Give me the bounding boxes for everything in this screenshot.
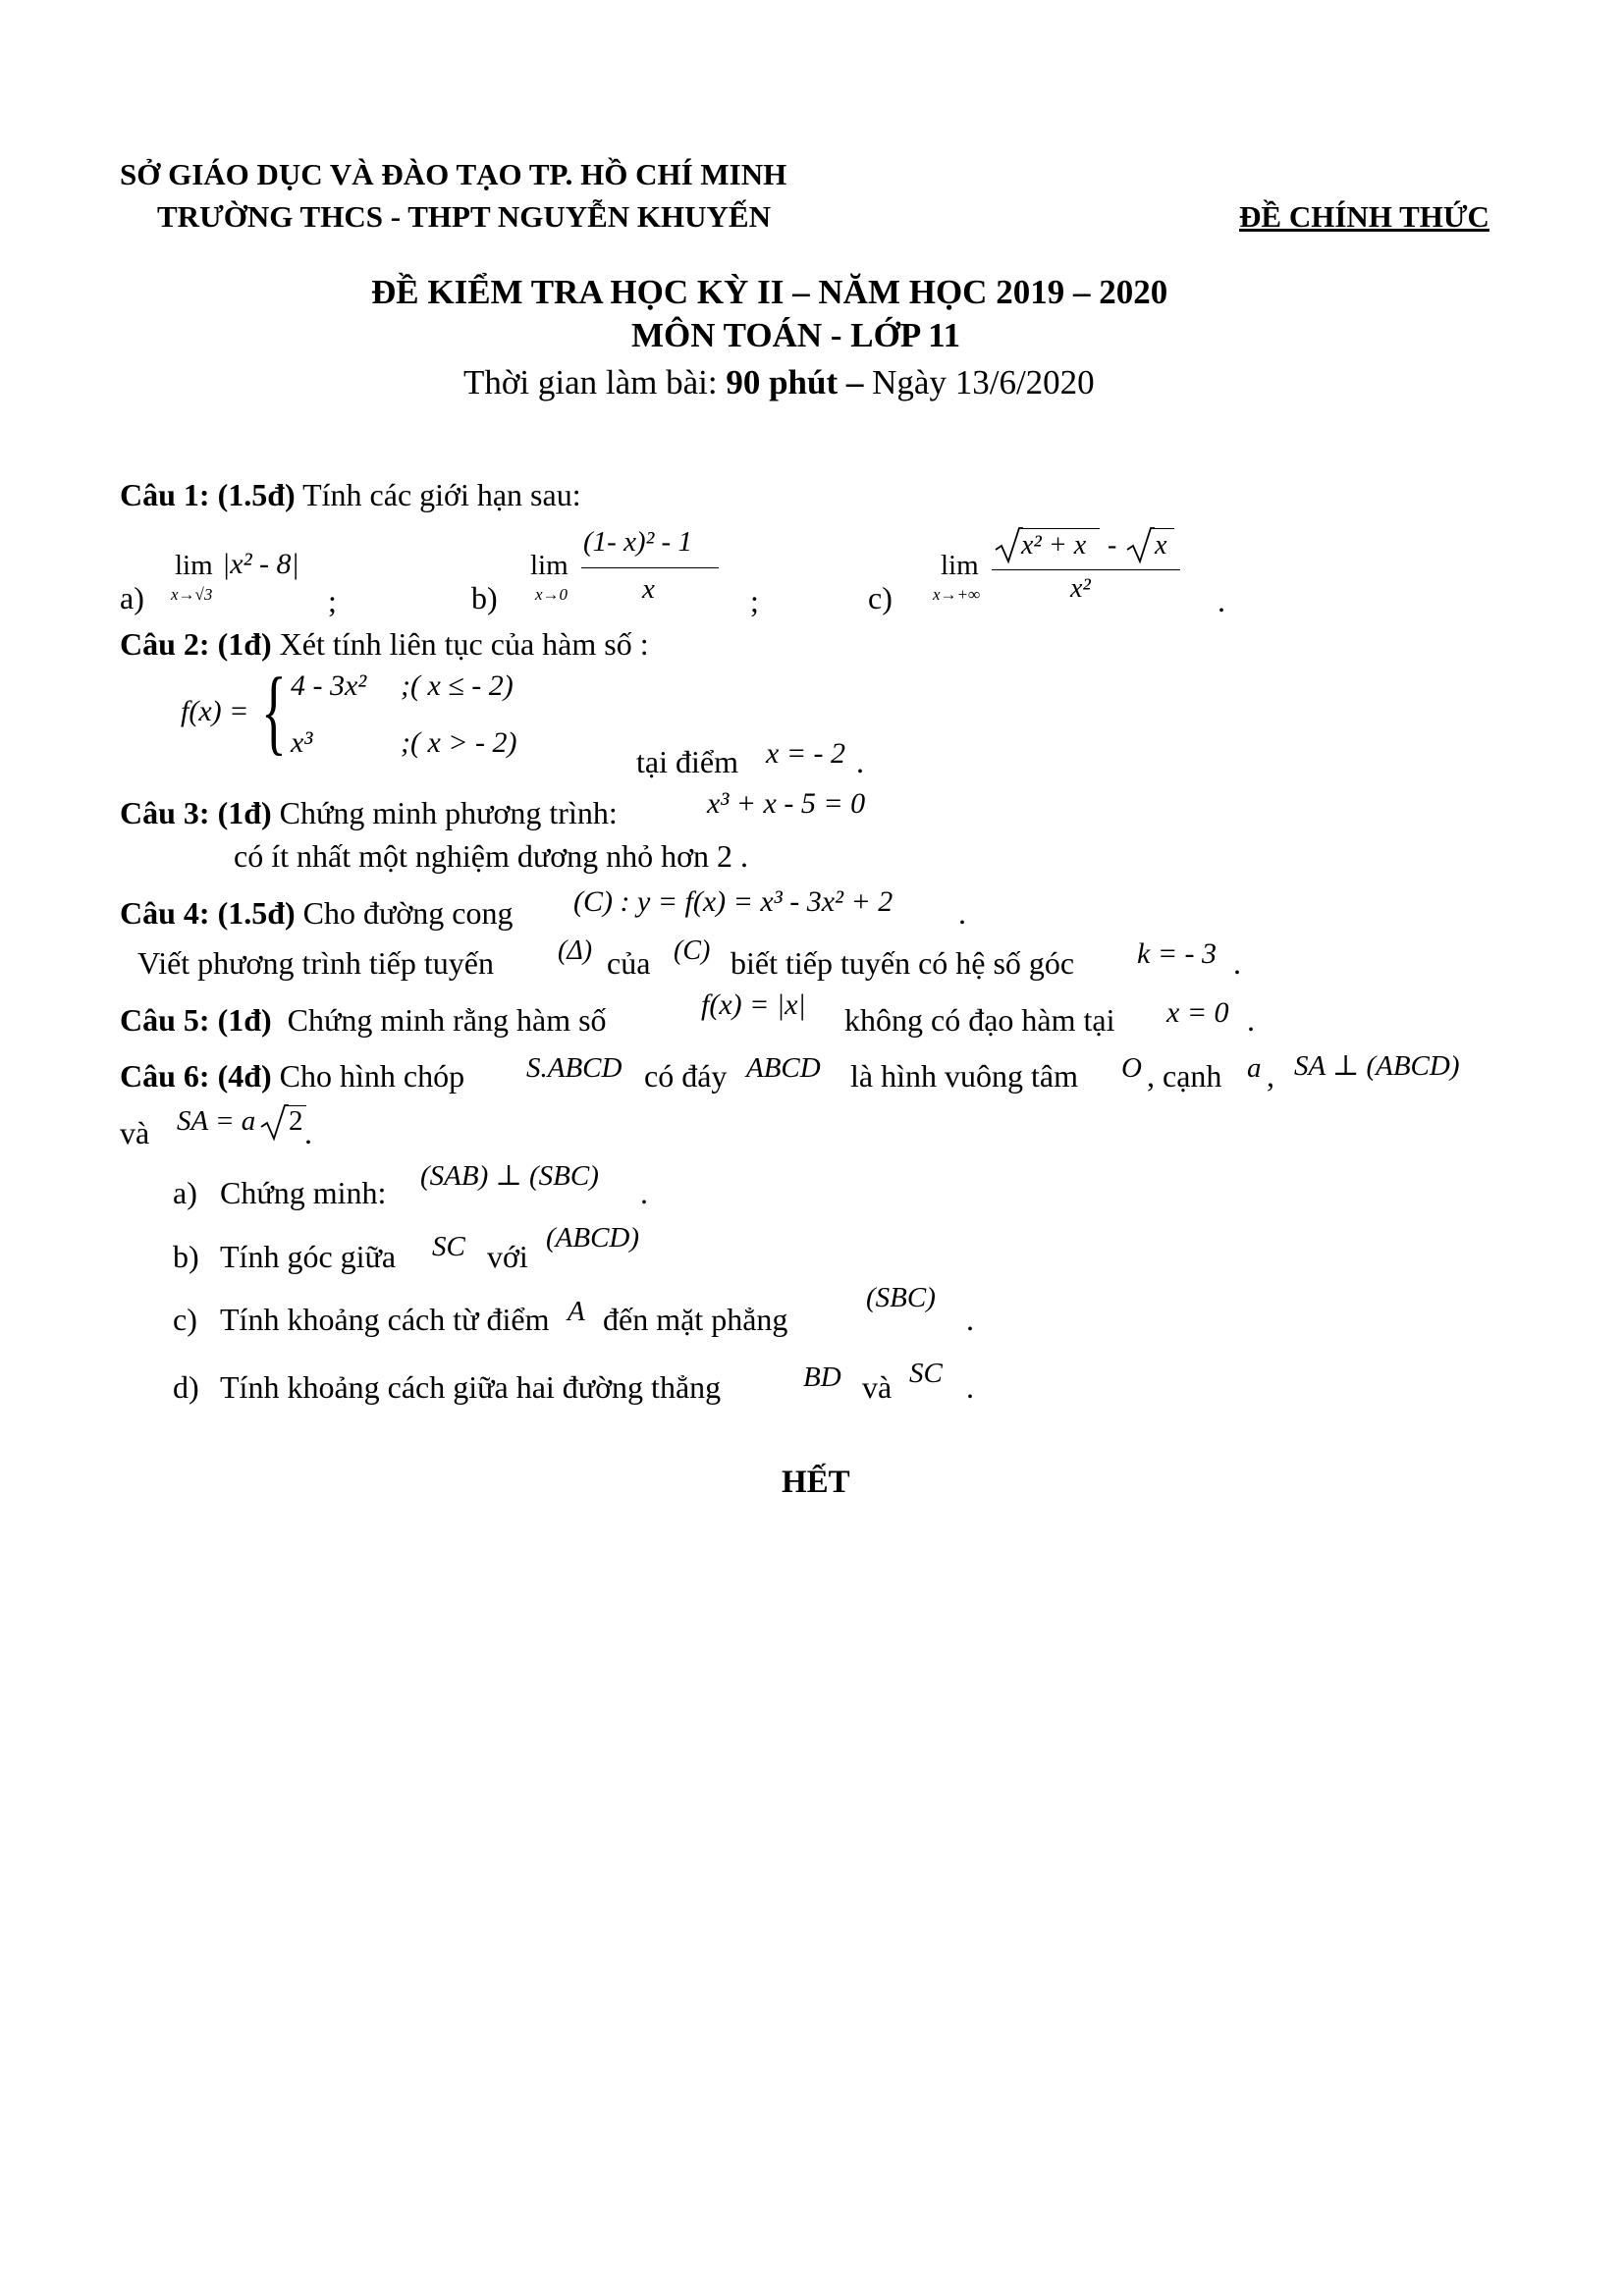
q1b-lim: lim xyxy=(530,550,568,581)
q4-curve: (C) : y = f(x) = x³ - 3x² + 2 xyxy=(573,885,893,918)
q4-line2-a: Viết phương trình tiếp tuyến xyxy=(137,945,494,981)
q1b-fraction-bar xyxy=(581,567,719,568)
q5-points: (1đ) xyxy=(217,1002,272,1038)
q4-text: Cho đường cong xyxy=(302,895,514,931)
q6-perp: SA ⊥ (ABCD) xyxy=(1294,1050,1460,1082)
q1c-sqrt-symbol-1 xyxy=(994,526,1023,565)
q1-points: (1.5đ) xyxy=(217,477,296,512)
q3-equation: x³ + x - 5 = 0 xyxy=(707,787,866,820)
q1b-numerator: (1- x)² - 1 xyxy=(583,526,692,558)
q4-line2-c: biết tiếp tuyến có hệ số góc xyxy=(731,945,1075,981)
q3-points: (1đ) xyxy=(217,795,272,830)
exam-date: Ngày 13/6/2020 xyxy=(872,363,1095,401)
q6-heading xyxy=(120,1058,464,1095)
q6b-text: Tính góc giữa xyxy=(220,1239,397,1274)
q1c-sqrt-bar-1 xyxy=(1021,528,1100,529)
q6-points: (4đ) xyxy=(217,1058,272,1094)
q2-case2-cond: ;( x > - 2) xyxy=(401,726,517,759)
time-label: Thời gian làm bài: xyxy=(463,363,718,401)
q1-heading xyxy=(120,477,581,513)
q6-t2: có đáy xyxy=(644,1058,728,1094)
q2-point-expr: x = - 2 xyxy=(766,737,846,770)
q1c-lim: lim xyxy=(941,550,979,581)
q1b-label: b) xyxy=(471,580,498,615)
time-value: 90 phút – xyxy=(726,363,864,401)
q2-text: Xét tính liên tục của hàm số : xyxy=(279,626,649,662)
q6-sqrt-arg: 2 xyxy=(289,1105,303,1137)
q6b-text2: với xyxy=(487,1239,528,1274)
q6-a: a xyxy=(1247,1052,1262,1084)
q2-points: (1đ) xyxy=(217,626,272,662)
q6b-expr2: (ABCD) xyxy=(546,1222,640,1254)
q4-line2-b: của xyxy=(607,945,651,981)
q5-text: Chứng minh rằng hàm số xyxy=(287,1002,607,1038)
q6-pyramid: S.ABCD xyxy=(526,1052,623,1084)
q1b-denominator: x xyxy=(642,573,655,605)
subject-title: MÔN TOÁN - LỚP 11 xyxy=(631,316,961,354)
q1a-semicolon: ; xyxy=(328,583,337,618)
q6-dot: . xyxy=(304,1115,312,1150)
q6-sa: SA = a xyxy=(177,1105,256,1137)
q6d-text: Tính khoảng cách giữa hai đường thẳng xyxy=(220,1369,722,1405)
q2-dot: . xyxy=(856,744,864,779)
q1c-num-a: x² + x xyxy=(1021,530,1087,561)
q5-x0: x = 0 xyxy=(1166,996,1229,1029)
q4-delta: (Δ) xyxy=(558,935,593,966)
q1c-lim-sub: x→+∞ xyxy=(933,585,981,604)
q1b-lim-sub: x→0 xyxy=(535,585,568,604)
q2-heading xyxy=(120,626,649,663)
q6d-expr2: SC xyxy=(909,1358,943,1389)
q6-label: Câu 6: xyxy=(120,1058,210,1094)
q6d-expr: BD xyxy=(803,1362,841,1393)
q2-fx: f(x) = xyxy=(181,695,249,727)
q6a-label: a) xyxy=(173,1175,197,1210)
q2-case1-expr: 4 - 3x² xyxy=(291,669,367,702)
q1a-label: a) xyxy=(120,580,144,615)
q6c-expr: A xyxy=(568,1296,585,1327)
q1c-sqrt-bar-2 xyxy=(1153,528,1174,529)
q1c-dot: . xyxy=(1218,583,1225,618)
department-name: SỞ GIÁO DỤC VÀ ĐÀO TẠO TP. HỒ CHÍ MINH xyxy=(120,157,787,191)
q5-heading xyxy=(120,1002,607,1039)
q6-comma: , xyxy=(1267,1058,1274,1094)
q4-label: Câu 4: xyxy=(120,895,210,931)
q3-line2: có ít nhất một nghiệm dương nhỏ hơn 2 . xyxy=(234,838,749,874)
q1c-fraction-bar xyxy=(992,569,1180,570)
school-name: TRƯỜNG THCS - THPT NGUYỄN KHUYẾN xyxy=(157,199,771,234)
q5-text2: không có đạo hàm tại xyxy=(844,1002,1115,1038)
q5-label: Câu 5: xyxy=(120,1002,210,1038)
q1c-num-b: x xyxy=(1155,530,1167,561)
q1a-expr: |x² - 8| xyxy=(222,548,299,580)
q6d-end: . xyxy=(966,1369,974,1405)
exam-title: ĐỀ KIỂM TRA HỌC KỲ II – NĂM HỌC 2019 – 2020 xyxy=(371,273,1168,311)
q6-t4: , cạnh xyxy=(1147,1058,1222,1094)
q6a-text: Chứng minh: xyxy=(220,1175,387,1210)
q6b-expr: SC xyxy=(432,1231,465,1262)
q6-base: ABCD xyxy=(746,1052,821,1084)
q6c-end: . xyxy=(966,1302,974,1337)
q3-label: Câu 3: xyxy=(120,795,210,830)
q6-and: và xyxy=(120,1115,150,1150)
q2-label: Câu 2: xyxy=(120,626,210,662)
q2-case1-cond: ;( x ≤ - 2) xyxy=(401,669,514,702)
q1a-lim-sub: x→√3 xyxy=(171,585,213,604)
q6-t1: Cho hình chóp xyxy=(279,1058,465,1094)
q1c-label: c) xyxy=(868,580,893,615)
q6d-label: d) xyxy=(173,1369,199,1405)
q1c-denominator: x² xyxy=(1070,573,1091,604)
q5-fx: f(x) = |x| xyxy=(701,988,806,1021)
q6c-label: c) xyxy=(173,1302,197,1337)
end-marker: HẾT xyxy=(782,1465,850,1500)
q4-heading xyxy=(120,895,513,932)
q1a-lim: lim xyxy=(175,550,213,581)
q6-o: O xyxy=(1121,1052,1142,1084)
q1-label: Câu 1: xyxy=(120,477,210,512)
q4-dot-2: . xyxy=(1233,945,1241,981)
q4-points: (1.5đ) xyxy=(217,895,296,931)
official-label: ĐỀ CHÍNH THỨC xyxy=(1239,199,1489,234)
q6c-text2: đến mặt phẳng xyxy=(603,1302,788,1337)
q4-dot-1: . xyxy=(958,895,966,931)
q6-t3: là hình vuông tâm xyxy=(850,1058,1078,1094)
q6a-expr: (SAB) ⊥ (SBC) xyxy=(420,1160,599,1192)
q3-text: Chứng minh phương trình: xyxy=(279,795,618,830)
exam-time-line xyxy=(463,363,1095,402)
q2-brace: { xyxy=(261,659,287,765)
q6a-end: . xyxy=(640,1175,648,1210)
q4-k: k = - 3 xyxy=(1137,937,1218,970)
q1-text: Tính các giới hạn sau: xyxy=(302,477,581,512)
q3-heading xyxy=(120,795,618,831)
q6d-text2: và xyxy=(862,1369,893,1405)
q1b-semicolon: ; xyxy=(750,583,759,618)
q6c-expr2: (SBC) xyxy=(866,1282,936,1313)
q6b-label: b) xyxy=(173,1239,199,1274)
q2-case2-expr: x³ xyxy=(291,726,313,759)
q1c-minus: - xyxy=(1108,530,1117,561)
q6-sqrt-symbol xyxy=(259,1103,289,1143)
q1c-sqrt-symbol-2 xyxy=(1125,526,1155,565)
q4-c: (C) xyxy=(674,935,711,966)
q6c-text: Tính khoảng cách từ điểm xyxy=(220,1302,550,1337)
q5-dot: . xyxy=(1247,1002,1255,1038)
q2-at-point: tại điểm xyxy=(636,744,738,779)
